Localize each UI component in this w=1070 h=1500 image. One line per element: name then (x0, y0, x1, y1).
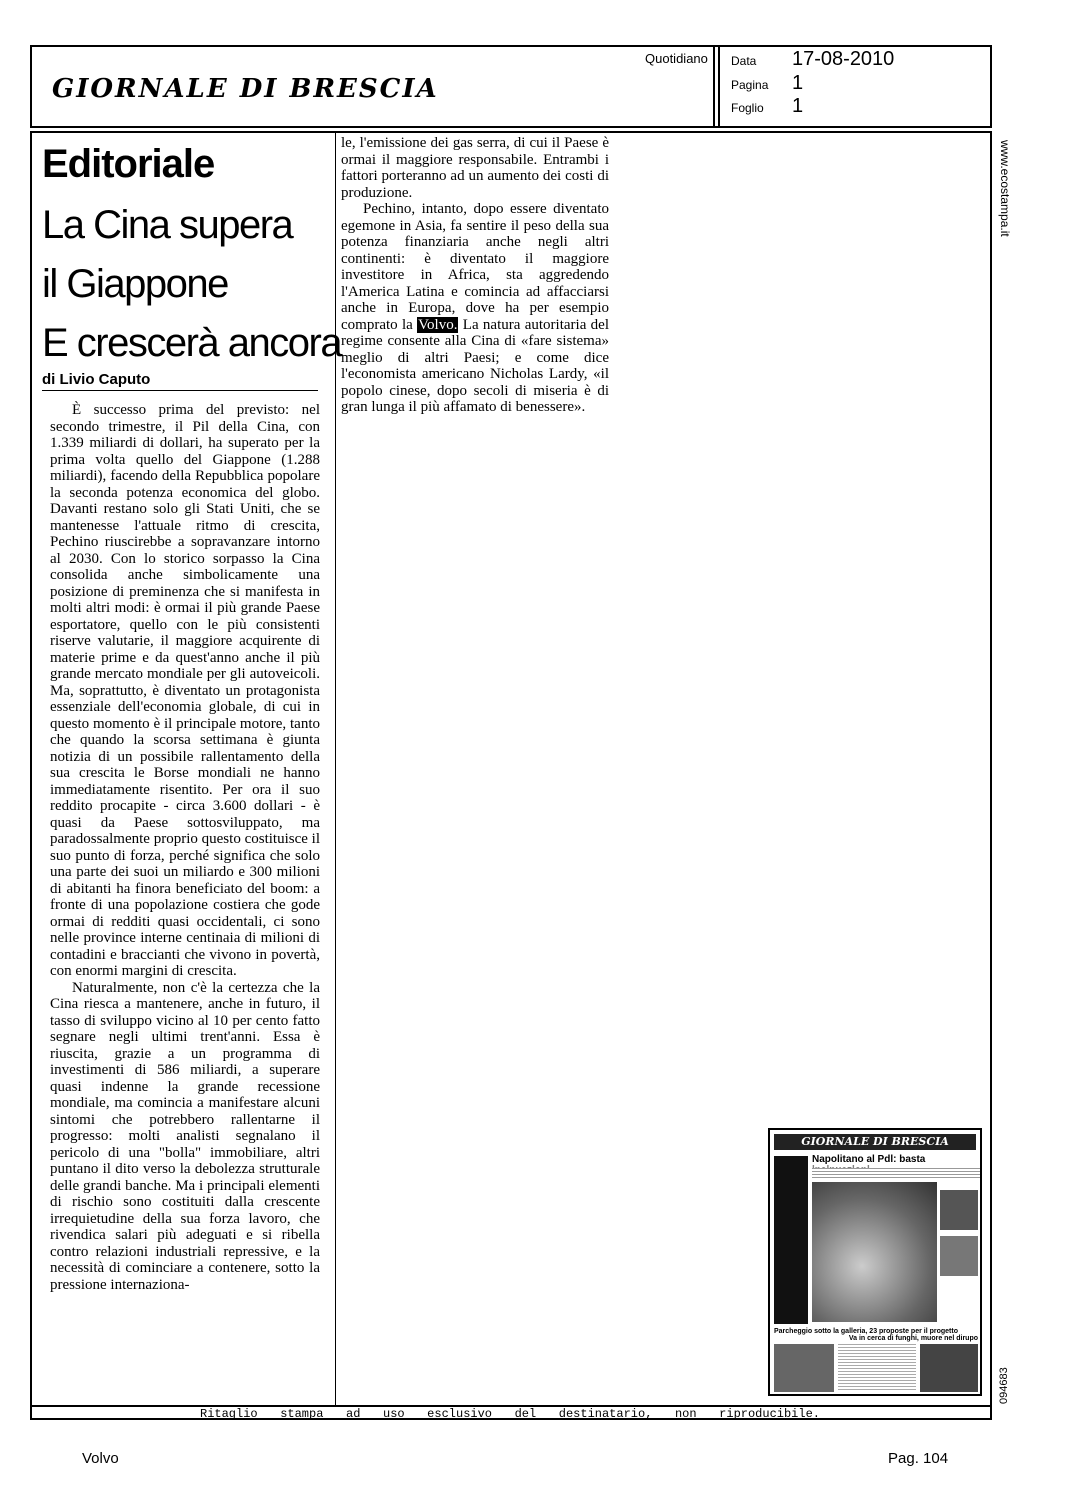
date-value: 17-08-2010 (792, 48, 895, 70)
page-label: Pagina (731, 78, 769, 92)
thumbnail-photo (812, 1182, 937, 1322)
headline-line: La Cina supera (42, 203, 293, 247)
page-value: 1 (792, 72, 804, 94)
article-kicker: Editoriale (42, 142, 215, 186)
sheet-label: Foglio (731, 101, 764, 115)
thumbnail-photo (774, 1344, 834, 1392)
side-url-text: www.ecostampa.it (998, 140, 1012, 237)
thumbnail-photo (940, 1190, 978, 1230)
paragraph-text: La natura autoritaria del regime consente alla Cina di «fare sistema» meglio di altri Paesi; e come dice l'economista americano Nicholas Lardy, «il popolo cinese, dopo secoli di miseria è di gran lunga il più affamato di benessere». (341, 316, 609, 415)
client-name: Volvo (82, 1450, 119, 1467)
side-code (998, 1354, 1012, 1404)
thumbnail-subhead: Va in cerca di funghi, muore nel dirupo (848, 1335, 978, 1342)
thumbnail-headline: Napolitano al Pdl: basta (812, 1154, 926, 1165)
thumbnail-text-lines (838, 1344, 916, 1392)
article-paragraph: Naturalmente, non c'è la certezza che la Cina riesca a mantenere, anche in futuro, il tasso di sviluppo vicino al 10 per cento fatto segnare negli ultimi trent'anni. Essa è riuscita, grazie a un programma di investimenti di 586 miliardi, a superare quasi indenne la grande recessione mondiale, ma comincia a manifestare alcuni sintomi che potrebbero rallentarne il progresso: molti analisti segnalano il pericolo di una "bolla" immobiliare, altri puntano il dito verso la debolezza strutturale delle grandi banche. Ma i principali elementi di rischio sono costituiti dalla crescente irrequietudine della sua forza lavoro, che rivendica salari più adeguati e si ribella contro relazioni industriali repressive, e la necessità di cominciare a contenere, sotto la pressione internaziona- (50, 979, 320, 1293)
date-label: Data (731, 54, 757, 68)
thumbnail-photo (920, 1344, 978, 1392)
thumbnail-photo (940, 1236, 978, 1276)
front-page-thumbnail (768, 1128, 982, 1396)
masthead-divider (713, 45, 715, 128)
headline-line: il Giappone (42, 262, 228, 306)
headline-line: E crescerà ancora (42, 321, 342, 365)
thumbnail-subheads (774, 1328, 978, 1342)
reproduction-notice: Ritaglio stampa ad uso esclusivo del destinatario, non riproducibile. (200, 1407, 820, 1421)
article-paragraph: È successo prima del previsto: nel secondo trimestre, il Pil della Cina, con 1.339 miliardi di dollari, ha superato per la prima volta quello del Giappone (1.288 miliardi), facendo della Repubblica popolare la seconda potenza economica del globo. Davanti restano solo gli Stati Uniti, che se mantenesse l'attuale ritmo di crescita, Pechino riuscirebbe a sopravanzare intorno al 2030. Con lo storico sorpasso la Cina consolida anche simbolicamente una posizione di preminenza che si manifesta in molti altri modi: è ormai il più grande Paese esportatore, quello con le più consistenti riserve valutarie, il maggiore acquirente di materie prime e da quest'anno anche il più grande mercato mondiale per gli autoveicoli. Ma, soprattutto, è diventato un protagonista essenziale dell'economia globale, di cui in questo momento è il principale motore, tanto che quando la scorsa settimana è giunta notizia di un possibile rallentamento della sua crescita le Borse mondiali ne hanno immediatamente risentito. Per ora il suo reddito procapite - circa 3.600 dollari - è quasi da Paese sottosviluppato, ma paradossalmente proprio questo costituisce il suo punto di forza, perché significa che solo una parte dei suoi un miliardo e 300 milioni di abitanti ha finora beneficiato del boom: a fronte di una popolazione costiera che gode ormai di redditi quasi occidentali, ci sono nelle province interne centinaia di milioni di contadini e braccianti che vivono in povertà, con enormi margini di crescita. (50, 402, 320, 979)
article-paragraph: le, l'emissione dei gas serra, di cui il Paese è ormai il maggiore responsabile. Entrambi i fattori porteranno ad un aumento dei costi di produzione. (341, 135, 609, 201)
publication-type: Quotidiano (645, 51, 708, 66)
thumbnail-title: GIORNALE DI BRESCIA (774, 1134, 976, 1150)
thumbnail-subhead: Parcheggio sotto la galleria, 23 proposte per il progetto (774, 1328, 958, 1335)
newspaper-title: GIORNALE DI BRESCIA (52, 74, 439, 104)
thumbnail-editorial-column (774, 1156, 808, 1324)
article-headline (42, 196, 342, 373)
paragraph-text: Pechino, intanto, dopo essere diventato egemone in Asia, fa sentire il peso della sua potenza finanziaria anche negli altri continenti: è diventato il maggiore investitore in Africa, sta aggredendo l'America Latina e comincia ad affacciarsi anche in Europa, dove ha per esempio comprato la (341, 201, 609, 333)
article-column-2 (341, 135, 609, 416)
side-url (998, 140, 1012, 260)
masthead-divider (718, 45, 720, 128)
highlighted-keyword: Volvo. (418, 316, 458, 333)
article-paragraph (341, 201, 609, 416)
article-byline: di Livio Caputo (42, 371, 318, 391)
thumbnail-text-lines (812, 1168, 980, 1178)
page-number: Pag. 104 (888, 1450, 949, 1467)
side-code-text: 094683 (998, 1367, 1010, 1404)
article-column-1 (50, 402, 320, 1293)
sheet-value: 1 (792, 95, 804, 117)
